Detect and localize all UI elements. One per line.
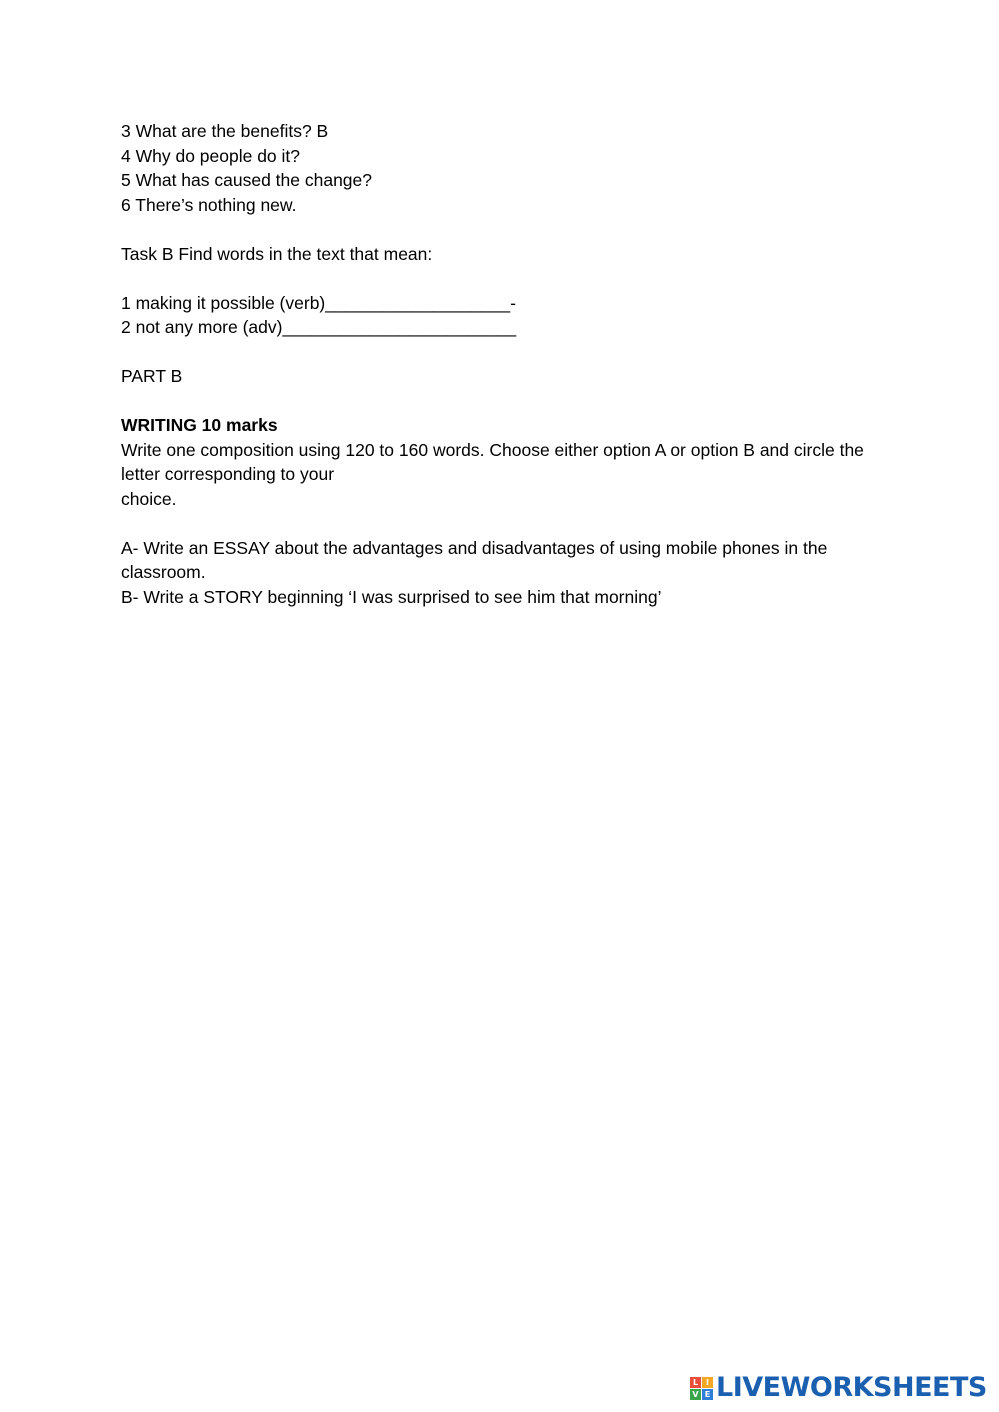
writing-instruction: Write one composition using 120 to 160 words. Choose either option A or option B and circle the letter corresponding to your [121, 439, 864, 484]
spacer [121, 340, 891, 365]
logo-cell-e: E [702, 1389, 713, 1400]
option-b: B- Write a STORY beginning ‘I was surprised to see him that morning’ [121, 586, 662, 607]
option-a: A- Write an ESSAY about the advantages and disadvantages of using mobile phones in the classroom. [121, 537, 828, 582]
task-b-instruction: Task B Find words in the text that mean: [121, 243, 433, 264]
question-4: 4 Why do people do it? [121, 145, 301, 166]
question-6: 6 There’s nothing new. [121, 194, 297, 215]
writing-title: WRITING 10 marks [121, 415, 278, 435]
liveworksheets-brand [690, 1373, 987, 1403]
writing-instruction-end: choice. [121, 488, 177, 509]
brand-name: LIVEWORKSHEETS [716, 1372, 987, 1403]
liveworksheets-logo-icon [690, 1377, 713, 1400]
spacer [121, 266, 891, 291]
worksheet-content [121, 119, 891, 609]
logo-cell-i: I [702, 1377, 713, 1388]
logo-cell-v: V [690, 1389, 701, 1400]
question-5: 5 What has caused the change? [121, 170, 373, 190]
task-b-item-1: 1 making it possible (verb)___________________- [121, 292, 516, 313]
spacer [121, 511, 891, 536]
logo-cell-l: L [690, 1377, 701, 1388]
question-3: 3 What are the benefits? B [121, 121, 329, 141]
part-b-heading: PART B [121, 366, 183, 386]
task-b-item-2: 2 not any more (adv)________________________ [121, 317, 517, 337]
spacer [121, 389, 891, 414]
spacer [121, 217, 891, 242]
